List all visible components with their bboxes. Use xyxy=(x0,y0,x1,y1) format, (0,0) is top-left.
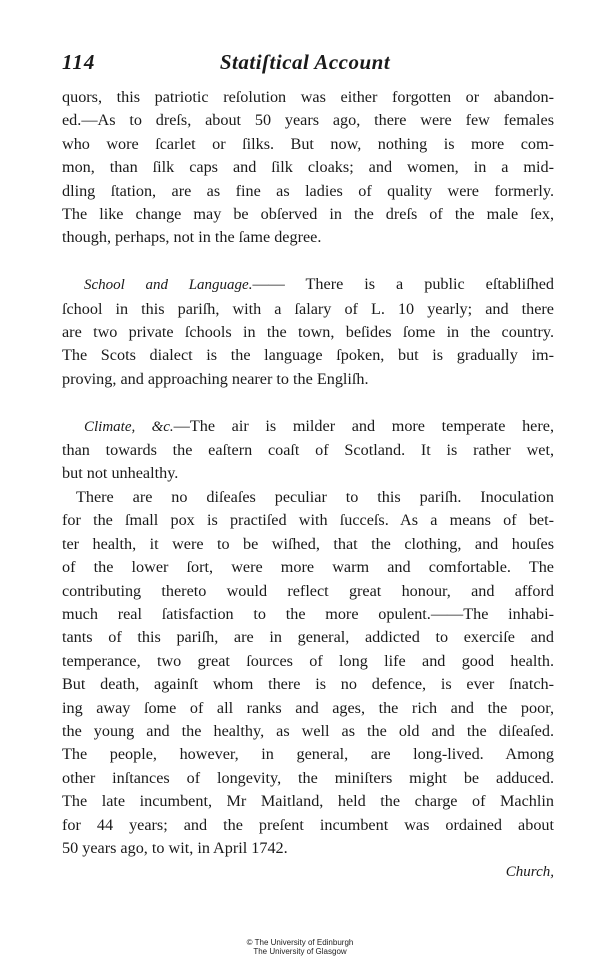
page-number: 114 xyxy=(62,50,96,74)
text-line: There are no diſeaſes peculiar to this pariſh. Inoculation xyxy=(76,487,554,506)
section-first-line xyxy=(62,273,554,297)
text-line: quors, this patriotic reſolution was either forgotten or abandon- xyxy=(62,88,554,106)
paragraph-gap xyxy=(62,391,554,414)
section-first-line-text: —— There is a public eſtabliſhed xyxy=(252,275,555,294)
text-line: The Scots dialect is the language ſpoken, but is gradually im- xyxy=(62,346,554,365)
section-first-line-text: —The air is milder and more temperate here, xyxy=(173,416,554,435)
text-line: ſchool in this pariſh, with a ſalary of L. 10 yearly; and there xyxy=(62,299,554,318)
text-line: ter health, it were to be wiſhed, that the clothing, and houſes xyxy=(62,534,554,553)
catchword: Church, xyxy=(505,864,554,881)
text-line: ed.—As to dreſs, about 50 years ago, there were few females xyxy=(62,111,554,130)
text-line: ing away ſome of all ranks and ages, the rich and the poor, xyxy=(62,698,554,717)
text-line: the young and the healthy, as well as the old and the diſeaſed. xyxy=(62,721,554,740)
text-line: dling ſtation, are as fine as ladies of quality were formerly. xyxy=(62,181,554,200)
text-line: mon, than ſilk caps and ſilk cloaks; and women, in a mid- xyxy=(62,158,554,177)
text-line: The people, however, in general, are long-lived. Among xyxy=(62,745,554,764)
catchword-line xyxy=(62,860,554,884)
text-line: but not unhealthy. xyxy=(62,464,179,483)
section-heading-school: School and Language. xyxy=(84,277,253,294)
copyright-line-2: The University of Glasgow xyxy=(253,947,347,956)
text-line: contributing thereto would reflect great honour, and afford xyxy=(62,581,554,600)
copyright-line-1: © The University of Edinburgh xyxy=(246,938,354,947)
page-header xyxy=(62,50,548,80)
text-line: of the lower ſort, were more warm and comfortable. The xyxy=(62,558,554,577)
body-text xyxy=(62,86,554,885)
running-title: Statiſtical Account xyxy=(219,50,391,74)
text-line: other inſtances of longevity, the miniſters might be adduced. xyxy=(62,768,554,787)
section-first-line xyxy=(62,415,554,439)
text-line: are two private ſchools in the town, beſides ſome in the country. xyxy=(62,323,554,342)
text-line: The late incumbent, Mr Maitland, held the charge of Machlin xyxy=(62,792,554,811)
text-line: who wore ſcarlet or ſilks. But now, nothing is more com- xyxy=(62,134,554,153)
text-line: for 44 years; and the preſent incumbent was ordained about xyxy=(62,815,554,834)
text-line: for the ſmall pox is practiſed with ſucceſs. As a means of bet- xyxy=(62,511,554,530)
paragraph-gap xyxy=(62,250,554,273)
text-line: tants of this pariſh, are in general, addicted to exerciſe and xyxy=(62,628,554,647)
text-line: though, perhaps, not in the ſame degree. xyxy=(62,228,322,247)
text-line: 50 years ago, to wit, in April 1742. xyxy=(62,838,288,857)
text-line: The like change may be obſerved in the dreſs of the male ſex, xyxy=(62,205,554,224)
text-line: much real ſatisfaction to the more opulent.——The inhabi- xyxy=(62,604,554,623)
section-heading-climate: Climate, &c. xyxy=(84,418,174,435)
text-line: proving, and approaching nearer to the Engliſh. xyxy=(62,369,369,388)
copyright-footer xyxy=(0,938,600,956)
text-line: than towards the eaſtern coaſt of Scotland. It is rather wet, xyxy=(62,441,554,460)
text-line: But death, againſt whom there is no defence, is ever ſnatch- xyxy=(62,675,554,694)
text-line: temperance, two great ſources of long life and good health. xyxy=(62,651,554,670)
